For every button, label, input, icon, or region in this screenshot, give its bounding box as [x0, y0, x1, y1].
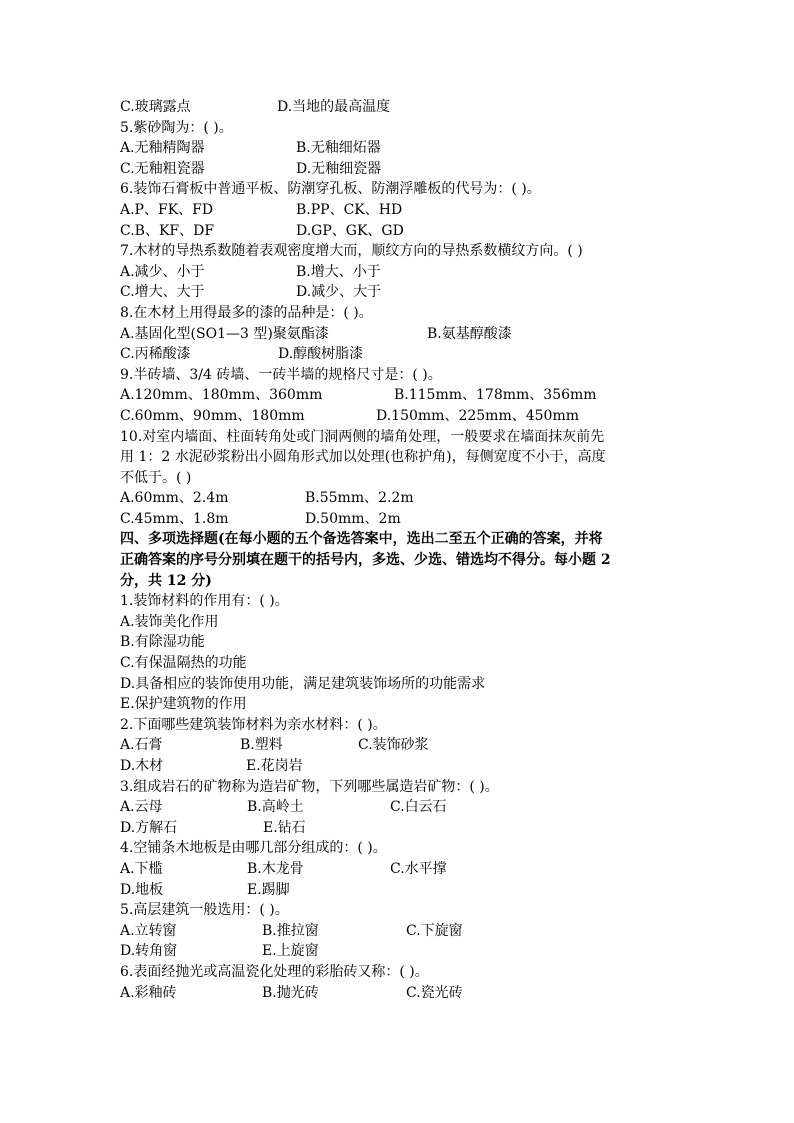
- option-a: A.120mm、180mm、360mm: [120, 387, 323, 404]
- option-row: [120, 818, 700, 839]
- option-b: B.氨基醇酸漆: [427, 325, 512, 342]
- option-e: E.钻石: [263, 819, 306, 836]
- mq3-stem: 3.组成岩石的矿物称为造岩矿物，下列哪些属造岩矿物：( )。: [120, 778, 499, 795]
- option-a: A.立转窗: [120, 922, 177, 939]
- option-row: [120, 797, 700, 818]
- q10-stem-line3: 不低于。( ): [120, 469, 192, 486]
- option-d: D.醇酸树脂漆: [278, 346, 364, 363]
- q10-stem-line1: 10.对室内墙面、柱面转角处或门洞两侧的墙角处理，一般要求在墙面抹灰前先: [120, 428, 605, 445]
- mq1-stem: 1.装饰材料的作用有：( )。: [120, 593, 289, 610]
- question-stem: [120, 118, 700, 139]
- option-a: A.下槛: [120, 860, 163, 877]
- option-e: E.上旋窗: [262, 943, 319, 960]
- section-heading: [120, 529, 700, 550]
- question-stem: [120, 715, 700, 736]
- option-b: B.55mm、2.2m: [305, 490, 414, 507]
- option-row: [120, 138, 700, 159]
- exam-content: [120, 97, 700, 1003]
- option-b: B.115mm、178mm、356mm: [394, 387, 597, 404]
- option-d: D.当地的最高温度: [277, 99, 391, 115]
- option-a: A.云母: [120, 799, 163, 816]
- option-d: D.木材: [120, 758, 164, 774]
- option-row: [120, 385, 700, 406]
- option-row: [120, 756, 700, 777]
- option-c: C.装饰砂浆: [358, 737, 429, 754]
- option-row: [120, 406, 700, 427]
- option-a: A.基固化型(SO1—3 型)聚氨酯漆: [120, 325, 329, 342]
- option-e: E.保护建筑物的作用: [120, 696, 247, 713]
- mq4-stem: 4.空铺条木地板是由哪几部分组成的：( )。: [120, 840, 387, 857]
- option-b: B.抛光砖: [262, 984, 319, 1001]
- option-b: B.PP、CK、HD: [296, 201, 403, 218]
- option-c: C.下旋窗: [406, 922, 463, 939]
- option-row: [120, 880, 700, 901]
- section-heading: [120, 550, 700, 571]
- option-d: D.GP、GK、GD: [296, 222, 404, 239]
- option-row: [120, 859, 700, 880]
- question-stem: [120, 365, 700, 386]
- option-e: E.花岗岩: [246, 758, 303, 774]
- option-row: [120, 735, 700, 756]
- option-d: D.无釉细瓷器: [296, 160, 382, 177]
- option-c: C.有保温隔热的功能: [120, 655, 247, 672]
- question-stem: [120, 303, 700, 324]
- option-row: [120, 674, 700, 695]
- section-heading: [120, 571, 700, 592]
- mq6-stem: 6.表面经抛光或高温瓷化处理的彩胎砖又称：( )。: [120, 963, 429, 980]
- option-row: [120, 488, 700, 509]
- q10-stem-line2: 用 1：2 水泥砂浆粉出小圆角形式加以处理(也称护角)，每侧宽度不小于，高度: [120, 449, 606, 466]
- option-c: C.瓷光砖: [406, 984, 463, 1001]
- option-b: B.塑料: [240, 737, 283, 754]
- question-stem: [120, 838, 700, 859]
- option-d: D.50mm、2m: [305, 510, 401, 527]
- mq2-stem: 2.下面哪些建筑装饰材料为亲水材料：( )。: [120, 716, 387, 733]
- option-d: D.减少、大于: [296, 284, 382, 301]
- option-c: C.无釉粗瓷器: [120, 160, 205, 177]
- option-b: B.高岭土: [247, 799, 304, 816]
- q8-stem: 8.在木材上用得最多的漆的品种是：( )。: [120, 304, 373, 321]
- q6-stem: 6.装饰石膏板中普通平板、防潮穿孔板、防潮浮雕板的代号为：( )。: [120, 181, 541, 198]
- option-c: C.增大、大于: [120, 284, 205, 301]
- option-d: D.150mm、225mm、450mm: [376, 407, 579, 424]
- option-d: D.具备相应的装饰使用功能，满足建筑装饰场所的功能需求: [120, 675, 486, 692]
- option-c: C.B、KF、DF: [120, 222, 215, 239]
- question-stem: [120, 179, 700, 200]
- option-e: E.踢脚: [247, 881, 290, 898]
- option-c: C.45mm、1.8m: [120, 510, 229, 527]
- option-b: B.无釉细炻器: [296, 140, 381, 157]
- option-c: C.白云石: [390, 799, 447, 816]
- question-stem: [120, 962, 700, 983]
- option-c: C.60mm、90mm、180mm: [120, 407, 305, 424]
- option-a: A.装饰美化作用: [120, 613, 219, 630]
- question-stem: [120, 591, 700, 612]
- option-a: A.无釉精陶器: [120, 140, 205, 157]
- option-row: [120, 653, 700, 674]
- option-row: [120, 612, 700, 633]
- option-b: B.推拉窗: [262, 922, 319, 939]
- option-row: [120, 324, 700, 345]
- option-d: D.方解石: [120, 819, 178, 836]
- question-stem: [120, 777, 700, 798]
- option-row: [120, 632, 700, 653]
- option-row: [120, 159, 700, 180]
- option-d: D.转角窗: [120, 943, 178, 960]
- q5-stem: 5.紫砂陶为：( )。: [120, 119, 233, 136]
- option-row: [120, 983, 700, 1004]
- section4-heading-line1: 四、多项选择题(在每小题的五个备选答案中，选出二至五个正确的答案，并将: [120, 531, 603, 548]
- question-stem: [120, 427, 700, 448]
- q9-stem: 9.半砖墙、3/4 砖墙、一砖半墙的规格尺寸是：( )。: [120, 366, 442, 383]
- option-d: D.地板: [120, 881, 164, 898]
- section4-heading-line2: 正确答案的序号分别填在题干的括号内，多选、少选、错选均不得分。每小题 2: [120, 552, 611, 569]
- option-row: [120, 97, 700, 118]
- option-b: B.有除湿功能: [120, 634, 205, 651]
- option-a: A.P、FK、FD: [120, 201, 214, 218]
- option-c: C.玻璃露点: [120, 99, 191, 115]
- q7-stem: 7.木材的导热系数随着表观密度增大而，顺纹方向的导热系数横纹方向。( ): [120, 243, 583, 260]
- question-stem: [120, 468, 700, 489]
- option-c: C.丙稀酸漆: [120, 346, 191, 363]
- question-stem: [120, 241, 700, 262]
- option-row: [120, 509, 700, 530]
- question-stem: [120, 900, 700, 921]
- option-a: A.彩釉砖: [120, 984, 177, 1001]
- option-row: [120, 262, 700, 283]
- option-row: [120, 941, 700, 962]
- option-a: A.减少、小于: [120, 263, 205, 280]
- option-b: B.增大、小于: [296, 263, 381, 280]
- option-row: [120, 200, 700, 221]
- option-b: B.木龙骨: [247, 860, 304, 877]
- option-row: [120, 344, 700, 365]
- option-a: A.石膏: [120, 737, 163, 754]
- mq5-stem: 5.高层建筑一般选用：( )。: [120, 902, 289, 919]
- option-row: [120, 221, 700, 242]
- option-row: [120, 921, 700, 942]
- option-row: [120, 282, 700, 303]
- option-a: A.60mm、2.4m: [120, 490, 229, 507]
- question-stem: [120, 447, 700, 468]
- option-row: [120, 694, 700, 715]
- option-c: C.水平撑: [390, 860, 447, 877]
- section4-heading-line3: 分，共 12 分): [120, 572, 212, 589]
